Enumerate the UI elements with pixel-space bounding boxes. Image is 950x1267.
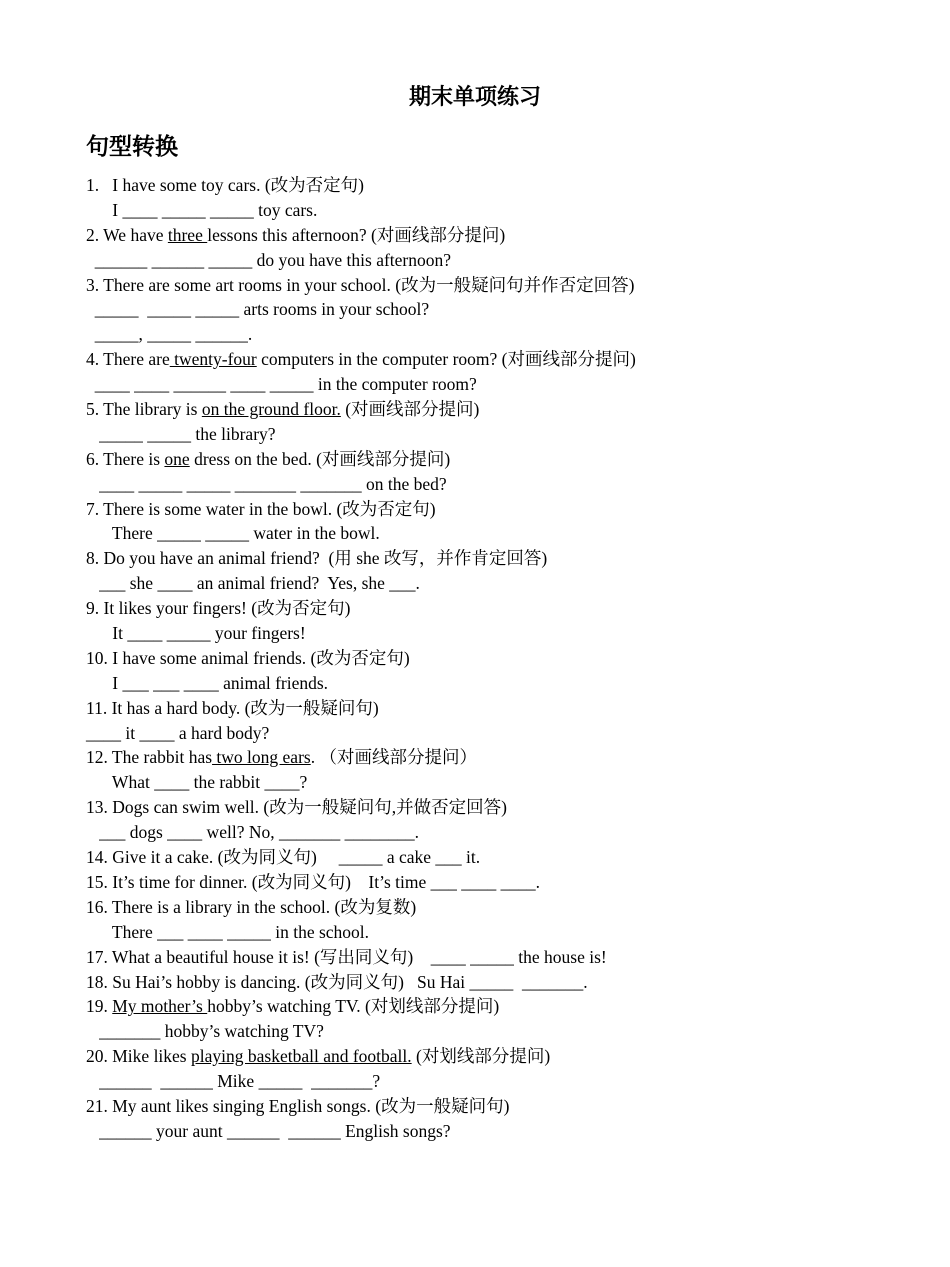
- exercise-line: [86, 696, 886, 721]
- line-text: 11. It has a hard body. (改为一般疑问句): [86, 697, 379, 718]
- line-text: ______ your aunt ______ ______ English songs?: [86, 1120, 451, 1141]
- line-text: 14. Give it a cake. (改为同义句) _____ a cake ___ it.: [86, 847, 481, 868]
- line-text: 15. It’s time for dinner. (改为同义句) It’s time ___ ____ ____.: [86, 871, 540, 892]
- exercise-line: [86, 472, 886, 497]
- exercise-line: [86, 422, 886, 447]
- line-text: 7. There is some water in the bowl. (改为否定句): [86, 498, 436, 519]
- line-text: (对画线部分提问): [340, 399, 480, 420]
- exercise-line: [86, 845, 886, 870]
- line-text: _____ _____ _____ arts rooms in your school?: [86, 299, 430, 320]
- exercise-line: [86, 546, 886, 571]
- exercise-line: [86, 1044, 886, 1069]
- line-text: It ____ _____ your fingers!: [86, 623, 306, 644]
- line-text: ___ dogs ____ well? No, _______ ________.: [86, 822, 419, 843]
- exercise-line: [86, 621, 886, 646]
- exercise-line: [86, 497, 886, 522]
- line-text: ______ ______ _____ do you have this afternoon?: [86, 249, 452, 270]
- line-text: ____ _____ _____ _______ _______ on the bed?: [86, 473, 447, 494]
- exercise-line: [86, 223, 886, 248]
- line-text: _______ hobby’s watching TV?: [86, 1021, 324, 1042]
- exercise-line: [86, 970, 886, 995]
- line-text: 8. Do you have an animal friend? (用 she 改写，并作肯定回答): [86, 548, 548, 569]
- line-text: 16. There is a library in the school. (改为复数): [86, 896, 417, 917]
- exercise-line: [86, 397, 886, 422]
- exercise-line: [86, 521, 886, 546]
- line-text: 18. Su Hai’s hobby is dancing. (改为同义句) Su Hai _____ _______.: [86, 971, 588, 992]
- exercise-line: [86, 745, 886, 770]
- exercise-line: [86, 372, 886, 397]
- exercise-line: [86, 671, 886, 696]
- exercise-line: [86, 895, 886, 920]
- line-text: 2. We have: [86, 224, 168, 245]
- exercise-line: [86, 322, 886, 347]
- underlined-text: playing basketball and football.: [191, 1046, 412, 1067]
- line-text: 17. What a beautiful house it is! (写出同义句) ____ _____ the house is!: [86, 946, 607, 967]
- line-text: lessons this afternoon? (对画线部分提问): [207, 224, 506, 245]
- line-text: There _____ _____ water in the bowl.: [86, 523, 380, 544]
- line-text: computers in the computer room? (对画线部分提问): [256, 349, 636, 370]
- underlined-text: twenty-four: [169, 349, 257, 370]
- exercise-line: [86, 198, 886, 223]
- exercise-line: [86, 297, 886, 322]
- exercise-line: [86, 721, 886, 746]
- line-text: 10. I have some animal friends. (改为否定句): [86, 647, 410, 668]
- exercise-line: [86, 347, 886, 372]
- line-text: (对划线部分提问): [411, 1046, 551, 1067]
- line-text: I ____ _____ _____ toy cars.: [86, 199, 318, 220]
- exercise-line: [86, 870, 886, 895]
- underlined-text: three: [167, 224, 208, 245]
- page-title: 期末单项练习: [408, 85, 541, 110]
- exercise-line: [86, 920, 886, 945]
- exercise-line: [86, 248, 886, 273]
- section-heading: 句型转换: [86, 134, 178, 160]
- underlined-text: My mother’s: [112, 996, 208, 1017]
- line-text: ____ ____ ______ ____ _____ in the computer room?: [86, 374, 477, 395]
- exercise-line: [86, 646, 886, 671]
- exercise-line: [86, 795, 886, 820]
- exercise-line: [86, 1094, 886, 1119]
- line-text: 9. It likes your fingers! (改为否定句): [86, 598, 351, 619]
- line-text: ___ she ____ an animal friend? Yes, she ___.: [86, 573, 420, 594]
- line-text: ______ ______ Mike _____ _______?: [86, 1071, 381, 1092]
- line-text: There ___ ____ _____ in the school.: [86, 921, 370, 942]
- line-text: What ____ the rabbit ____?: [86, 772, 308, 793]
- underlined-text: two long ears: [212, 747, 311, 768]
- line-text: 12. The rabbit has: [86, 747, 213, 768]
- line-text: dress on the bed. (对画线部分提问): [189, 448, 451, 469]
- exercise-line: [86, 273, 886, 298]
- exercise-line: [86, 571, 886, 596]
- exercise-line: [86, 1069, 886, 1094]
- exercise-line: [86, 994, 886, 1019]
- exercise-line: [86, 945, 886, 970]
- exercise-line: [86, 173, 886, 198]
- line-text: 13. Dogs can swim well. (改为一般疑问句,并做否定回答): [86, 797, 507, 818]
- line-text: 6. There is: [86, 448, 165, 469]
- line-text: _____, _____ ______.: [86, 324, 253, 345]
- line-text: hobby’s watching TV. (对划线部分提问): [207, 996, 500, 1017]
- line-text: _____ _____ the library?: [86, 423, 276, 444]
- exercise-line: [86, 447, 886, 472]
- underlined-text: on the ground floor.: [201, 399, 341, 420]
- line-text: 19.: [86, 996, 113, 1017]
- line-text: 1. I have some toy cars. (改为否定句): [86, 175, 364, 195]
- exercise-line: [86, 770, 886, 795]
- line-text: 20. Mike likes: [86, 1046, 191, 1067]
- exercise-line: [86, 820, 886, 845]
- line-text: . （对画线部分提问）: [310, 747, 477, 768]
- exercise-line: [86, 1019, 886, 1044]
- exercise-line: [86, 1119, 886, 1144]
- line-text: 4. There are: [86, 349, 170, 370]
- line-text: I ___ ___ ____ animal friends.: [86, 672, 329, 693]
- exercise-list: [86, 173, 886, 1144]
- line-text: 21. My aunt likes singing English songs. (改为一般疑问句): [86, 1095, 510, 1116]
- line-text: 5. The library is: [86, 399, 202, 420]
- underlined-text: one: [164, 448, 190, 469]
- exercise-line: [86, 596, 886, 621]
- line-text: 3. There are some art rooms in your school. (改为一般疑问句并作否定回答): [86, 274, 635, 295]
- line-text: ____ it ____ a hard body?: [86, 722, 270, 743]
